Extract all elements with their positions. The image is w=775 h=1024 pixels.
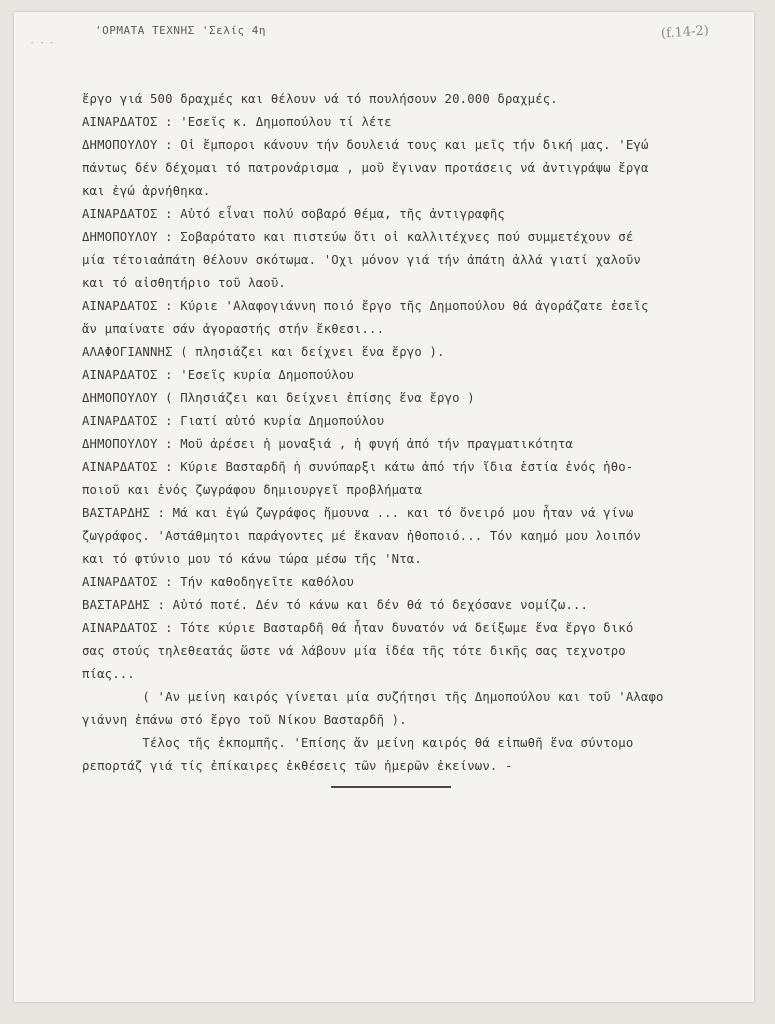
text-line: ΑΙΝΑΡΔΑΤΟΣ : 'Εσεῖς κυρία Δημοπούλου [82, 368, 354, 382]
text-line: ( 'Αν μείνη καιρός γίνεται μία συζήτησι τῆς Δημοπούλου και τοῦ 'Αλαφο [82, 690, 664, 704]
page-header: 'ΟΡΜΑΤΑ ΤΕΧΝΗΣ 'Σελίς 4η [95, 24, 266, 37]
text-line: ΑΙΝΑΡΔΑΤΟΣ : Κύριε Βασταρδῆ ἡ συνύπαρξι κάτω ἀπό τήν ἴδια ἑστία ἑνός ἡθο- [82, 460, 634, 474]
text-line: ΑΙΝΑΡΔΑΤΟΣ : Τήν καθοδηγεῖτε καθόλου [82, 575, 354, 589]
text-line: ΑΙΝΑΡΔΑΤΟΣ : Τότε κύριε Βασταρδῆ θά ἦταν δυνατόν νά δείξωμε ἕνα ἔργο δικό [82, 621, 634, 635]
text-line: Τέλος τῆς ἐκπομπῆς. 'Επίσης ἄν μείνη καιρός θά εἰπωθῆ ἕνα σύντομο [82, 736, 634, 750]
text-line: ΑΙΝΑΡΔΑΤΟΣ : Αὐτό εἶναι πολύ σοβαρό θέμα, τῆς ἀντιγραφῆς [82, 207, 505, 221]
text-line: ΑΙΝΑΡΔΑΤΟΣ : 'Εσεῖς κ. Δημοπούλου τί λέτε [82, 115, 392, 129]
text-line: ΔΗΜΟΠΟΥΛΟΥ : Οἱ ἔμποροι κάνουν τήν δουλειά τους και μεῖς τήν δική μας. 'Εγώ [82, 138, 649, 152]
archive-reference-note: (f.14-2) [660, 23, 710, 42]
text-line: ΔΗΜΟΠΟΥΛΟΥ ( Πλησιάζει και δείχνει ἐπίσης ἕνα ἔργο ) [82, 391, 475, 405]
text-line: ἔργο γιά 500 δραχμές και θέλουν νά τό πουλήσουν 20.000 δραχμές. [82, 92, 558, 106]
text-line: και τό αἰσθητήριο τοῦ λαοῦ. [82, 276, 286, 290]
corner-mark: - - - [30, 38, 55, 47]
closing-rule [331, 786, 451, 788]
text-line: ΔΗΜΟΠΟΥΛΟΥ : Σοβαρότατο και πιστεύω ὅτι οἱ καλλιτέχνες πού συμμετέχουν σέ [82, 230, 634, 244]
text-line: ρεπορτάζ γιά τίς ἐπίκαιρες ἐκθέσεις τῶν ἡμερῶν ἐκείνων. - [82, 759, 513, 773]
text-line: γιάννη ἐπάνω στό ἔργο τοῦ Νίκου Βασταρδῆ ). [82, 713, 407, 727]
text-line: πάντως δέν δέχομαι τό πατρονάρισμα , μοῦ ἔγιναν προτάσεις νά ἀντιγράψω ἔργα [82, 161, 649, 175]
text-line: μία τέτοιαἀπάτη θέλουν σκότωμα. 'Οχι μόνον γιά τήν ἀπάτη ἀλλά γιατί χαλοῦν [82, 253, 641, 267]
text-line: σας στούς τηλεθεατάς ὥστε νά λάβουν μία ἰδέα τῆς τότε δικῆς σας τεχνοτρο [82, 644, 626, 658]
text-line: και ἐγώ ἀρνήθηκα. [82, 184, 211, 198]
text-line: πίας... [82, 667, 135, 681]
typewritten-page [14, 12, 754, 1002]
text-line: ἄν μπαίνατε σάν ἀγοραστής στήν ἔκθεσι... [82, 322, 385, 336]
text-line: ποιοῦ και ἑνός ζωγράφου δημιουργεῖ προβλήματα [82, 483, 422, 497]
text-line: και τό φτύνιο μου τό κάνω τώρα μέσω τῆς 'Ντα. [82, 552, 422, 566]
script-body [82, 88, 747, 778]
text-line: ΑΙΝΑΡΔΑΤΟΣ : Κύριε 'Αλαφογιάννη ποιό ἔργο τῆς Δημοπούλου θά ἀγοράζατε ἐσεῖς [82, 299, 649, 313]
text-line: ΔΗΜΟΠΟΥΛΟΥ : Μοῦ ἀρέσει ἡ μοναξιά , ἡ φυγή ἀπό τήν πραγματικότητα [82, 437, 573, 451]
text-line: ΒΑΣΤΑΡΔΗΣ : Αὐτό ποτέ. Δέν τό κάνω και δέν θά τό δεχόσανε νομίζω... [82, 598, 589, 612]
text-line: ΑΙΝΑΡΔΑΤΟΣ : Γιατί αὐτό κυρία Δημοπούλου [82, 414, 385, 428]
text-line: ΒΑΣΤΑΡΔΗΣ : Μά και ἐγώ ζωγράφος ἤμουνα ... και τό ὄνειρό μου ἦταν νά γίνω [82, 506, 634, 520]
text-line: ζωγράφος. 'Αστάθμητοι παράγοντες μέ ἔκαναν ἠθοποιό... Τόν καημό μου λοιπόν [82, 529, 641, 543]
text-line: ΑΛΑΦΟΓΙΑΝΝΗΣ ( πλησιάζει και δείχνει ἕνα ἔργο ). [82, 345, 445, 359]
